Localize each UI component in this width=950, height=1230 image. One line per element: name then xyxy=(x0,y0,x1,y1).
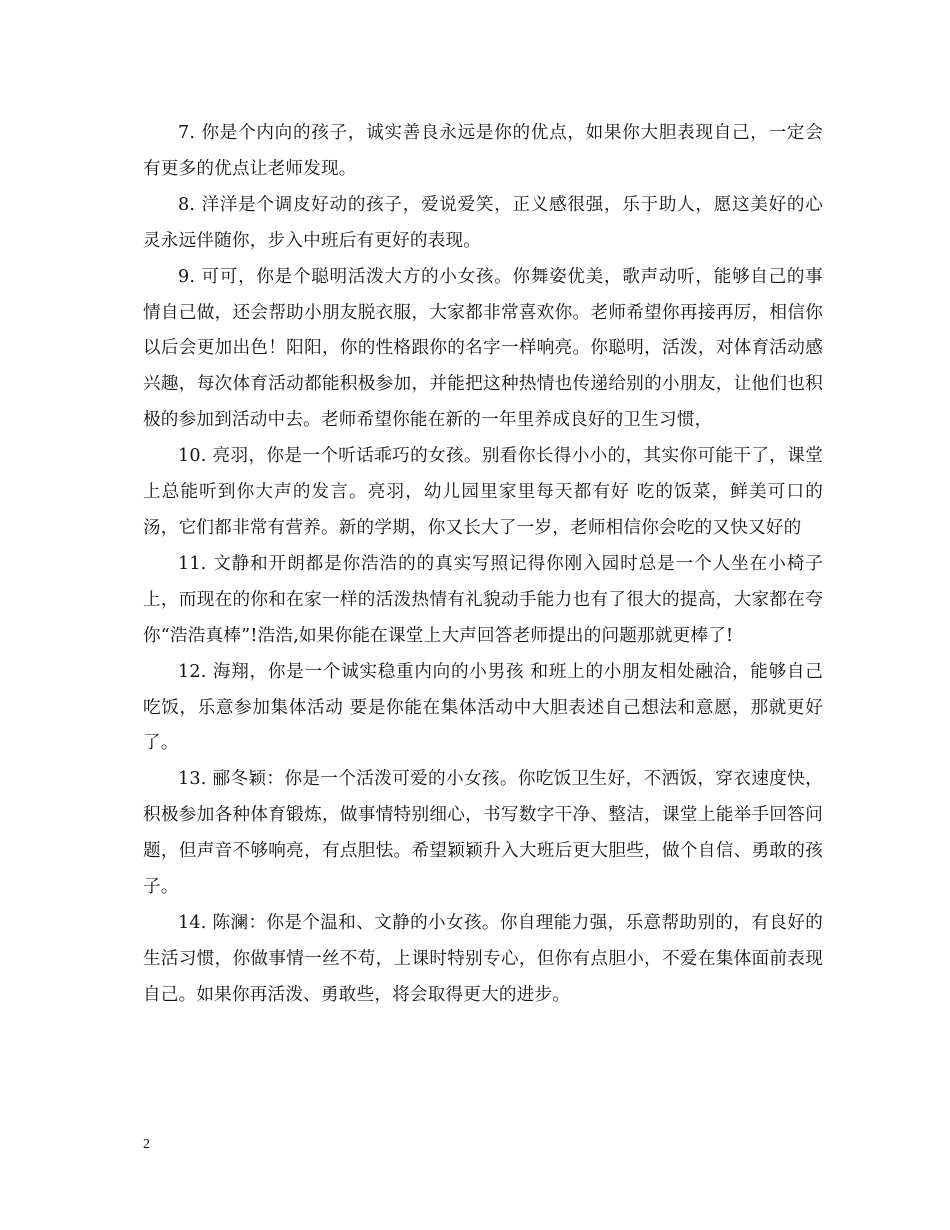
page-number: 2 xyxy=(143,1137,150,1152)
paragraph-9: 9. 可可，你是个聪明活泼大方的小女孩。你舞姿优美，歌声动听，能够自己的事情自己做，还会帮助小朋友脱衣服，大家都非常喜欢你。老师希望你再接再厉，相信你以后会更加出色！阳阳，你的性格跟你的名字一样响亮。你聪明，活泼，对体育活动感兴趣，每次体育活动都能积极参加，并能把这种热情也传递给别的小朋友，让他们也积极的参加到活动中去。老师希望你能在新的一年里养成良好的卫生习惯， xyxy=(143,266,823,431)
paragraph-10: 10. 亮羽，你是一个听话乖巧的女孩。别看你长得小小的，其实你可能干了，课堂上总能听到你大声的发言。亮羽，幼儿园里家里每天都有好 吃的饭菜，鲜美可口的汤，它们都非常有营养。新的学期，你又长大了一岁，老师相信你会吃的又快又好的 xyxy=(143,446,823,538)
paragraph-7: 7. 你是个内向的孩子，诚实善良永远是你的优点，如果你大胆表现自己，一定会有更多的优点让老师发现。 xyxy=(143,123,823,179)
page-content xyxy=(143,116,823,1014)
paragraph-12: 12. 海翔，你是一个诚实稳重内向的小男孩 和班上的小朋友相处融洽，能够自己吃饭，乐意参加集体活动 要是你能在集体活动中大胆表述自己想法和意愿，那就更好了。 xyxy=(143,661,823,754)
paragraph-8: 8. 洋洋是个调皮好动的孩子，爱说爱笑，正义感很强，乐于助人，愿这美好的心灵永远伴随你，步入中班后有更好的表现。 xyxy=(143,194,823,251)
paragraph-13: 13. 郦冬颖：你是一个活泼可爱的小女孩。你吃饭卫生好，不洒饭，穿衣速度快，积极参加各种体育锻炼，做事情特别细心，书写数字干净、整洁，课堂上能举手回答问题，但声音不够响亮，有点胆怯。希望颖颖升入大班后更大胆些，做个自信、勇敢的孩子。 xyxy=(143,769,823,898)
paragraph-11: 11. 文静和开朗都是你浩浩的的真实写照记得你刚入园时总是一个人坐在小椅子上，而现在的你和在家一样的活泼热情有礼貌动手能力也有了很大的提高，大家都在夸你“浩浩真棒”!浩浩,如果你能在课堂上大声回答老师提出的问题那就更棒了! xyxy=(143,553,823,646)
paragraph-14: 14. 陈澜：你是个温和、文静的小女孩。你自理能力强，乐意帮助别的，有良好的生活习惯，你做事情一丝不苟，上课时特别专心，但你有点胆小，不爱在集体面前表现自己。如果你再活泼、勇敢些，将会取得更大的进步。 xyxy=(143,912,823,1005)
